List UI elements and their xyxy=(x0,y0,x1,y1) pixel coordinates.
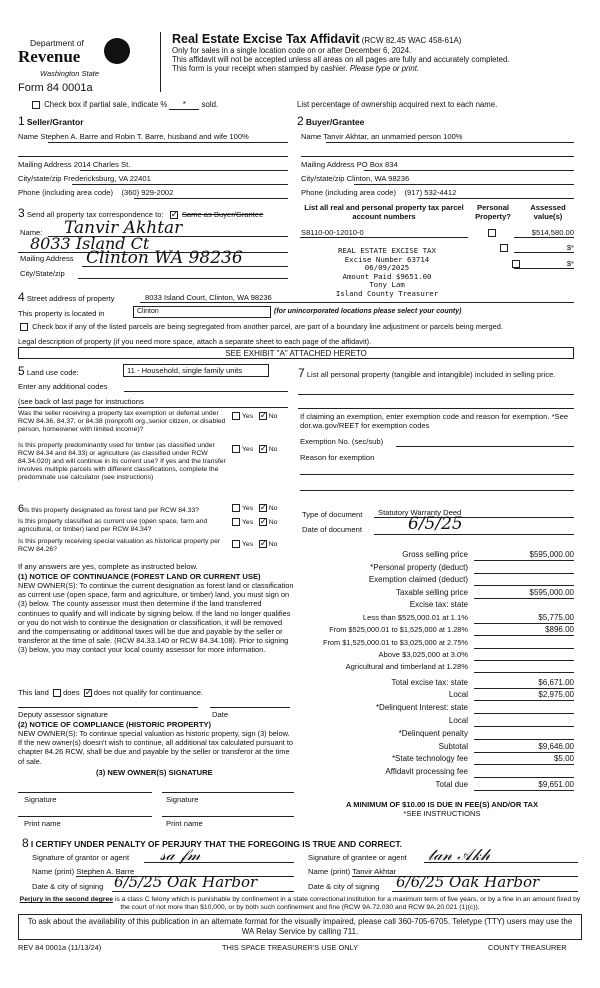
stamp-line4: Amount Paid $9651.00 xyxy=(342,271,432,281)
grantee-date-handwritten[interactable]: 6/6/25 Oak Harbor xyxy=(396,873,540,891)
seller-mailing-field[interactable]: 2014 Charles St. xyxy=(73,160,131,169)
seller-mailing-row: Mailing Address 2014 Charles St. xyxy=(18,160,131,169)
grantor-name-row: Name (print) Stephen A. Barre xyxy=(32,867,135,876)
notice2-body: NEW OWNER(S): To continue special valuation as historic property, sign (3) below. If the new owner(s) doesn't wish to continue, all additional tax calculated pursuant to chapter 84.26 RCW, shall be due and payable by the seller or transferor at the time of sale. xyxy=(18,729,294,766)
exemption-note: If claiming an exemption, enter exemption code and reason for exemption. *See dor.wa.gov/REET for exemption codes xyxy=(300,412,569,430)
q-historic-no-checkbox[interactable] xyxy=(259,540,267,548)
parcel-1-personal-checkbox[interactable] xyxy=(488,229,496,237)
form-sub3-italic: Please type or print. xyxy=(349,64,420,73)
owner1-print-label: Print name xyxy=(24,819,61,828)
list-percentage-note: List percentage of ownership acquired next to each name. xyxy=(297,100,498,109)
see-back-note: (see back of last page for instructions xyxy=(18,397,144,406)
partial-sale-checkbox[interactable] xyxy=(32,101,40,109)
buyer-phone-field[interactable]: (917) 532-4412 xyxy=(404,188,457,197)
dept-line3: Washington State xyxy=(40,69,100,78)
q-forest-answers: Yes ✓ No xyxy=(232,504,277,512)
land-does-checkbox[interactable] xyxy=(53,689,61,697)
seller-phone-row: Phone (including area code) (360) 929-2002 xyxy=(18,188,174,197)
taxable-value[interactable]: $595,000.00 xyxy=(529,588,574,597)
seller-city-field[interactable]: Fredericksburg, VA 22401 xyxy=(63,174,151,183)
local-label: Local xyxy=(448,690,468,699)
section3-name-handwritten[interactable]: Tanvir Akhtar xyxy=(64,218,183,238)
grantor-signature-label: Signature of grantor or agent xyxy=(32,853,130,862)
same-as-buyer-label: Same as Buyer/Grantee xyxy=(181,210,264,219)
q-historic-yes-checkbox[interactable] xyxy=(232,540,240,548)
q-timber-no-checkbox[interactable] xyxy=(259,445,267,453)
tier1-value[interactable]: $5,775.00 xyxy=(538,613,574,622)
seller-phone-field[interactable]: (360) 929-2002 xyxy=(121,188,174,197)
footer-rev: REV 84 0001a (11/13/24) xyxy=(18,943,102,952)
q-current-use: Is this property classified as current use (open space, farm and agricultural, or timber) land per RCW 84.34? xyxy=(18,518,208,533)
doc-date-label: Date of document xyxy=(302,525,362,534)
alt-format-box: To ask about the availability of this publication in an alternate format for the visually impaired, please call 360-705-6705. Teletype (TTY) users may use the WA Relay Service by calling 711. xyxy=(18,914,582,940)
parcels-header-personal: Personal Property? xyxy=(475,203,511,221)
located-note: (for unincorporated locations please select your county) xyxy=(274,308,462,315)
partial-sale-pct[interactable]: * xyxy=(169,100,199,110)
stamp-line1: REAL ESTATE EXCISE TAX xyxy=(338,246,436,255)
delinquent-penalty-label: *Delinquent penalty xyxy=(398,729,468,738)
stamp-line3: 06/09/2025 xyxy=(364,263,410,273)
section3-mailing-handwritten[interactable]: Clinton WA 98236 xyxy=(86,248,243,268)
tier4-label: Above $3,025,000 at 3.0% xyxy=(378,650,468,659)
total-due-label: Total due xyxy=(435,780,468,789)
located-select[interactable]: Clinton xyxy=(133,306,271,318)
form-sub3: This form is your receipt when stamped by cashier. xyxy=(172,64,348,73)
notice1-title: (1) NOTICE OF CONTINUANCE (FOREST LAND OR CURRENT USE) xyxy=(18,572,261,581)
subtotal-label: Subtotal xyxy=(438,742,468,751)
q-exemption-no-checkbox[interactable] xyxy=(259,412,267,420)
buyer-mailing-field[interactable]: PO Box 834 xyxy=(356,160,398,169)
partial-sale-sold: sold. xyxy=(201,100,219,109)
q-historic: Is this property receiving special valuation as historical property per RCW 84.26? xyxy=(18,538,221,553)
dept-line1: Department of xyxy=(30,38,84,48)
tier2-value[interactable]: $896.00 xyxy=(545,625,574,634)
section4-row: 4 Street address of property xyxy=(18,290,115,304)
certify-heading: 8 I CERTIFY UNDER PENALTY OF PERJURY THAT THE FOREGOING IS TRUE AND CORRECT. xyxy=(22,836,403,850)
tier5-label: Agricultural and timberland at 1.28% xyxy=(345,662,468,671)
stamp-line2: Excise Number 63714 xyxy=(344,254,430,264)
grantor-signature[interactable]: 𝓈𝒶 𝒻𝓂 xyxy=(160,845,201,864)
located-label: This property is located in xyxy=(18,309,105,318)
q-forest-yes-checkbox[interactable] xyxy=(232,504,240,512)
form-title: Real Estate Excise Tax Affidavit xyxy=(172,32,360,46)
form-number: Form 84 0001a xyxy=(18,82,93,94)
if-yes-note: If any answers are yes, complete as instructed below. xyxy=(18,562,198,571)
doc-date-handwritten[interactable]: 6/5/25 xyxy=(408,514,463,534)
owner1-signature-label: Signature xyxy=(24,795,57,804)
taxable-label: Taxable selling price xyxy=(395,588,468,597)
seller-name-row: Name Stephen A. Barre and Robin T. Barre, husband and wife 100% xyxy=(18,132,249,141)
grantor-date-handwritten[interactable]: 6/5/25 Oak Harbor xyxy=(114,873,258,891)
reason-label: Reason for exemption xyxy=(300,453,375,462)
exemption-claimed-label: Exemption claimed (deduct) xyxy=(368,575,468,584)
form-title-block xyxy=(172,32,592,73)
owner2-signature-label: Signature xyxy=(166,795,199,804)
gross-value[interactable]: $595,000.00 xyxy=(529,550,574,559)
stamp-line6: Island County Treasurer xyxy=(335,288,439,298)
treasurer-stamp xyxy=(312,247,462,299)
owner2-print-label: Print name xyxy=(166,819,203,828)
footer-county-treasurer: COUNTY TREASURER xyxy=(488,943,567,952)
seller-heading: 1 Seller/Grantor xyxy=(18,114,84,128)
parcel-3-assessed[interactable]: $* xyxy=(566,259,574,268)
form-rcw: (RCW 82.45 WAC 458-61A) xyxy=(361,36,462,45)
total-state-value[interactable]: $6,671.00 xyxy=(538,678,574,687)
q-exemption: Was the seller receiving a property tax exemption or deferral under RCW 84.36, 84.37, or 84.38 (nonprofit org.,senior citizen, or disabled person, homeowner with limited income)? xyxy=(18,410,226,433)
grantor-date-label: Date & city of signing xyxy=(32,882,104,891)
q-timber-answers: Yes ✓ No xyxy=(232,445,277,453)
buyer-heading: 2 Buyer/Grantee xyxy=(297,114,365,128)
grantee-date-label: Date & city of signing xyxy=(308,882,380,891)
continuance-row: This land does ✓ does not qualify for continuance. xyxy=(18,688,203,697)
q-forest-no-checkbox[interactable] xyxy=(259,504,267,512)
legal-label: Legal description of property (if you need more space, attach a separate sheet to each page of the affidavit). xyxy=(18,337,372,346)
parcel-2-personal-checkbox[interactable] xyxy=(500,244,508,252)
exemption-no-label: Exemption No. (sec/sub) xyxy=(300,437,384,446)
form-sub1: Only for sales in a single location code on or after December 6, 2024. xyxy=(172,46,412,55)
parcels-header-list: List all real and personal property tax parcel account numbers xyxy=(304,203,464,221)
grantee-signature-label: Signature of grantee or agent xyxy=(308,853,407,862)
buyer-name-row: Name Tanvir Akhtar, an unmarried person 100% xyxy=(301,132,463,141)
notice2-title: (2) NOTICE OF COMPLIANCE (HISTORIC PROPERTY) xyxy=(18,720,212,729)
deputy-date-label: Date xyxy=(212,710,229,719)
q-current-use-answers: Yes ✓ No xyxy=(232,518,277,526)
parcel-2-assessed[interactable]: $* xyxy=(566,243,574,252)
tier1-label: Less than $525,000.01 at 1.1% xyxy=(362,613,468,622)
perjury-note: Perjury in the second degree is a class C felony which is punishable by confinement in a state correctional institution for a maximum term of five years, or by a fine in an amount fixed by the court of not more than $10,000, or by both such confinement and fine (RCW 9A.72.030 and RCW 9A.20.021 (1)(c)). xyxy=(19,896,581,911)
dor-logo xyxy=(18,36,138,80)
dept-line2: Revenue xyxy=(18,47,81,66)
revenue-swirl-icon xyxy=(104,38,130,64)
seller-city-row: City/state/zip Fredericksburg, VA 22401 xyxy=(18,174,151,183)
gross-label: Gross selling price xyxy=(402,550,468,559)
q-timber: Is this property predominantly used for timber (as classified under RCW 84.34 and 84.33) or agriculture (as classified under RCW 84.34.020) and will continue in its current use? If yes and the transfer involves multiple parcels with different classifications, complete the predominate use calculator (see instructions) xyxy=(18,442,226,481)
stamp-line5: Tony Lam xyxy=(369,280,405,290)
buyer-city-field[interactable]: Clinton, WA 98236 xyxy=(346,174,410,183)
q-timber-yes-checkbox[interactable] xyxy=(232,445,240,453)
local-value[interactable]: $2,975.00 xyxy=(538,690,574,699)
segregated-checkbox[interactable] xyxy=(20,323,28,331)
section5-label: 5 Land use code: xyxy=(18,364,79,378)
partial-sale-row xyxy=(32,100,218,110)
doc-type-field[interactable]: Statutory Warranty Deed xyxy=(378,508,462,517)
personal-label: *Personal property (deduct) xyxy=(370,563,468,572)
legal-description-field[interactable]: SEE EXHIBIT "A" ATTACHED HERETO xyxy=(18,347,574,359)
delinquent-state-label: *Delinquent Interest: state xyxy=(375,703,468,712)
property-address-field[interactable]: 8033 Island Court, Clinton, WA 98236 xyxy=(145,293,272,302)
grantee-name-field[interactable]: Tanvir Akhtar xyxy=(352,867,397,876)
q-current-use-yes-checkbox[interactable] xyxy=(232,518,240,526)
grantor-name-field[interactable]: Stephen A. Barre xyxy=(76,867,135,876)
footer-treasurer-use: THIS SPACE TREASURER'S USE ONLY xyxy=(222,943,359,952)
total-state-label: Total excise tax: state xyxy=(391,678,468,687)
tech-fee-value[interactable]: $5.00 xyxy=(553,754,574,763)
doc-type-label: Type of document xyxy=(302,510,363,519)
q-historic-answers: Yes ✓ No xyxy=(232,540,277,548)
buyer-name-field[interactable]: Tanvir Akhtar, an unmarried person 100% xyxy=(323,132,463,141)
total-due-value[interactable]: $9,651.00 xyxy=(538,780,574,789)
q-forest: 6Is this property designated as forest land per RCW 84.33? xyxy=(18,503,200,515)
buyer-phone-row: Phone (including area code) (917) 532-4412 xyxy=(301,188,457,197)
see-instructions-note: *SEE INSTRUCTIONS xyxy=(403,809,481,818)
affidavit-fee-label: Affidavit processing fee xyxy=(385,767,468,776)
excise-state-label: Excise tax: state xyxy=(409,600,468,609)
section3-address-handwritten[interactable]: 8033 Island Ct xyxy=(30,234,150,253)
section3-name-label: Name: xyxy=(20,228,43,237)
buyer-mailing-row: Mailing Address PO Box 834 xyxy=(301,160,398,169)
section3-city-label: City/State/zip xyxy=(20,269,65,278)
q-exemption-yes-checkbox[interactable] xyxy=(232,412,240,420)
subtotal-value[interactable]: $9,646.00 xyxy=(538,742,574,751)
section3-mailing-label: Mailing Address xyxy=(20,254,74,263)
land-does-not-checkbox[interactable] xyxy=(84,689,92,697)
seller-name-field[interactable]: Stephen A. Barre and Robin T. Barre, husband and wife 100% xyxy=(40,132,249,141)
header-divider xyxy=(160,32,161,92)
grantee-name-row: Name (print) Tanvir Akhtar xyxy=(308,867,397,876)
tier2-label: From $525,000.01 to $1,525,000 at 1.28% xyxy=(329,625,468,634)
q-current-use-no-checkbox[interactable] xyxy=(259,518,267,526)
parcel-1-number[interactable]: S8110-00-12010-0 xyxy=(301,228,364,237)
additional-codes-label: Enter any additional codes xyxy=(18,382,108,391)
parcel-1-assessed[interactable]: $514,580.00 xyxy=(531,228,574,237)
notice3-title: (3) NEW OWNER(S) SIGNATURE xyxy=(96,768,213,777)
buyer-city-row: City/state/zip Clinton, WA 98236 xyxy=(301,174,410,183)
section7-label: 7 List all personal property (tangible and intangible) included in selling price. xyxy=(298,366,556,380)
segregated-row: Check box if any of the listed parcels are being segregated from another parcel, are part of a boundary line adjustment or parcels being merged. xyxy=(20,322,503,331)
q-exemption-answers: Yes ✓ No xyxy=(232,412,277,420)
deputy-signature-label: Deputy assessor signature xyxy=(18,710,108,719)
tier3-label: From $1,525,000.01 to $3,025,000 at 2.75% xyxy=(322,638,468,647)
land-use-code-select[interactable]: 11 - Household, single family units xyxy=(123,364,269,377)
notice1-body: NEW OWNER(S): To continue the current designation as forest land or classification as current use (open space, farm and agriculture, or timber) land, you must sign on (3) below. The county assessor must then determine if the land transferred continues to qualify and will indicate by signing below. If the land no longer qualifies or you do not wish to continue the designation or classification, it will be removed and the compensating or additional taxes will be due and payable by the seller or transferor at the time of sale. (RCW 84.33.140 or RCW 84.34.108). Prior to signing (3) below, you may contact your local county assessor for more information. xyxy=(18,581,294,655)
grantee-signature[interactable]: 𝓉𝒶𝓃 𝒜𝓀𝒽 xyxy=(428,845,491,864)
tech-fee-label: *State technology fee xyxy=(391,754,468,763)
delinquent-local-label: Local xyxy=(448,716,468,725)
section3-heading: 3 Send all property tax correspondence to: ✓ Same as Buyer/Grantee xyxy=(18,206,263,220)
form-sub2: This affidavit will not be accepted unless all areas on all pages are fully and accurately completed. xyxy=(172,55,510,64)
parcels-header-assessed: Assessed value(s) xyxy=(530,203,566,221)
minimum-note: A MINIMUM OF $10.00 IS DUE IN FEE(S) AND/OR TAX xyxy=(345,800,539,809)
partial-sale-label: Check box if partial sale, indicate % xyxy=(44,100,168,109)
